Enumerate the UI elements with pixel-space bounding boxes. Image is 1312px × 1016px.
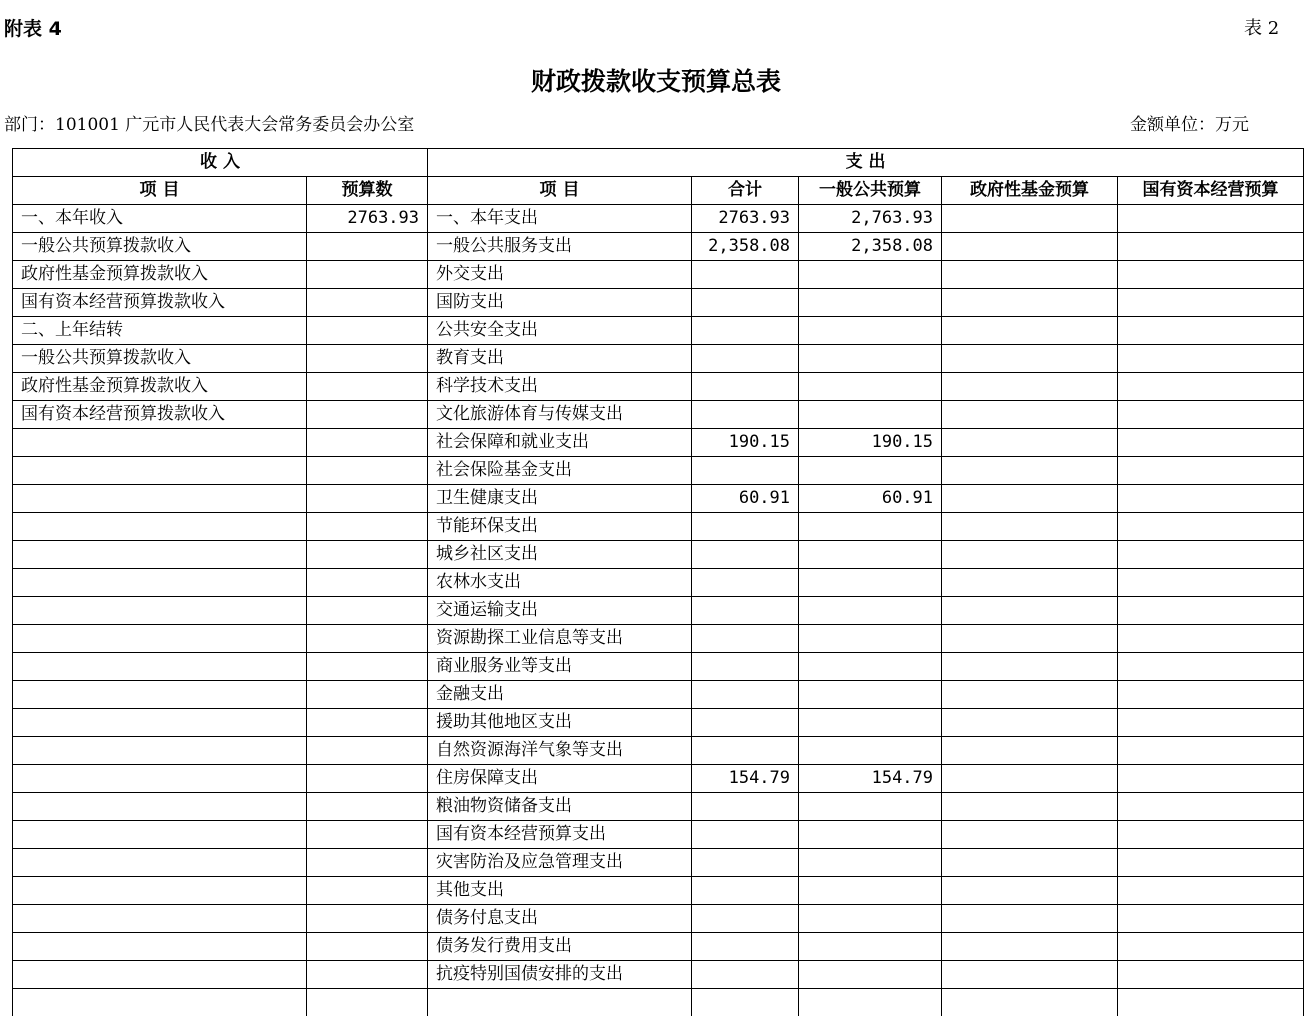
expense-item-cell: 国有资本经营预算支出 bbox=[428, 821, 692, 849]
income-item-cell bbox=[13, 933, 307, 961]
income-budget-cell bbox=[307, 625, 428, 653]
income-budget-cell bbox=[307, 821, 428, 849]
state-capital-budget-cell bbox=[1118, 317, 1304, 345]
total-cell: 60.91 bbox=[692, 485, 799, 513]
total-cell bbox=[692, 513, 799, 541]
gov-fund-budget-cell bbox=[942, 513, 1118, 541]
header-row-groups bbox=[13, 149, 1304, 177]
state-capital-budget-cell bbox=[1118, 569, 1304, 597]
expense-item-cell: 教育支出 bbox=[428, 345, 692, 373]
total-cell bbox=[692, 569, 799, 597]
table-row bbox=[13, 849, 1304, 877]
gov-fund-budget-cell bbox=[942, 373, 1118, 401]
income-item-cell bbox=[13, 653, 307, 681]
total-cell: 154.79 bbox=[692, 765, 799, 793]
income-budget-cell bbox=[307, 877, 428, 905]
income-item-cell bbox=[13, 569, 307, 597]
gov-fund-budget-cell bbox=[942, 541, 1118, 569]
gov-fund-budget-cell bbox=[942, 709, 1118, 737]
total-cell: 2,358.08 bbox=[692, 233, 799, 261]
expense-item-cell: 资源勘探工业信息等支出 bbox=[428, 625, 692, 653]
general-budget-cell bbox=[799, 541, 942, 569]
general-budget-cell: 190.15 bbox=[799, 429, 942, 457]
state-capital-budget-cell bbox=[1118, 765, 1304, 793]
total-cell bbox=[692, 877, 799, 905]
expense-item-cell: 援助其他地区支出 bbox=[428, 709, 692, 737]
general-budget-cell bbox=[799, 933, 942, 961]
total-cell bbox=[692, 289, 799, 317]
general-budget-cell bbox=[799, 793, 942, 821]
state-capital-budget-cell bbox=[1118, 709, 1304, 737]
general-budget-cell bbox=[799, 849, 942, 877]
income-budget-cell bbox=[307, 317, 428, 345]
total-cell bbox=[692, 681, 799, 709]
expense-item-cell: 商业服务业等支出 bbox=[428, 653, 692, 681]
table-row bbox=[13, 289, 1304, 317]
income-budget-cell bbox=[307, 457, 428, 485]
table-row bbox=[13, 737, 1304, 765]
general-budget-cell bbox=[799, 513, 942, 541]
income-budget-cell bbox=[307, 513, 428, 541]
table-row bbox=[13, 541, 1304, 569]
total-cell bbox=[692, 653, 799, 681]
total-cell: 190.15 bbox=[692, 429, 799, 457]
total-cell bbox=[692, 261, 799, 289]
gov-fund-budget-cell bbox=[942, 289, 1118, 317]
state-capital-budget-cell bbox=[1118, 737, 1304, 765]
gov-fund-budget-cell bbox=[942, 793, 1118, 821]
total-cell bbox=[692, 849, 799, 877]
income-budget-cell bbox=[307, 793, 428, 821]
income-item-cell bbox=[13, 457, 307, 485]
total-cell bbox=[692, 597, 799, 625]
income-item-cell bbox=[13, 821, 307, 849]
income-item-cell bbox=[13, 625, 307, 653]
state-capital-budget-cell bbox=[1118, 261, 1304, 289]
general-budget-cell bbox=[799, 597, 942, 625]
state-capital-budget-cell bbox=[1118, 821, 1304, 849]
total-cell bbox=[692, 401, 799, 429]
table-row bbox=[13, 625, 1304, 653]
general-budget-cell bbox=[799, 905, 942, 933]
gov-fund-budget-cell bbox=[942, 961, 1118, 989]
income-item-cell bbox=[13, 765, 307, 793]
budget-table bbox=[12, 148, 1304, 1016]
expense-item-cell: 卫生健康支出 bbox=[428, 485, 692, 513]
gov-fund-budget-cell bbox=[942, 233, 1118, 261]
state-capital-budget-cell bbox=[1118, 233, 1304, 261]
total-cell bbox=[692, 373, 799, 401]
general-budget-cell bbox=[799, 653, 942, 681]
expense-item-cell: 抗疫特别国债安排的支出 bbox=[428, 961, 692, 989]
general-budget-cell bbox=[799, 373, 942, 401]
expense-item-cell: 交通运输支出 bbox=[428, 597, 692, 625]
table-row bbox=[13, 765, 1304, 793]
general-budget-cell: 2,358.08 bbox=[799, 233, 942, 261]
income-item-cell bbox=[13, 905, 307, 933]
gov-fund-budget-cell bbox=[942, 877, 1118, 905]
income-budget-cell bbox=[307, 765, 428, 793]
expense-item-cell: 债务付息支出 bbox=[428, 905, 692, 933]
expense-item-cell: 粮油物资储备支出 bbox=[428, 793, 692, 821]
expense-item-cell: 其他支出 bbox=[428, 877, 692, 905]
gov-fund-budget-cell bbox=[942, 485, 1118, 513]
gov-fund-budget-cell bbox=[942, 261, 1118, 289]
total-cell: 2763.93 bbox=[692, 205, 799, 233]
expense-item-cell: 外交支出 bbox=[428, 261, 692, 289]
expense-item-cell: 城乡社区支出 bbox=[428, 541, 692, 569]
table-row bbox=[13, 821, 1304, 849]
total-header: 合计 bbox=[692, 177, 799, 205]
income-item-cell bbox=[13, 989, 307, 1016]
income-item-header: 项 目 bbox=[13, 177, 307, 205]
income-item-cell bbox=[13, 709, 307, 737]
table-row bbox=[13, 905, 1304, 933]
state-capital-budget-cell bbox=[1118, 289, 1304, 317]
gov-fund-budget-cell bbox=[942, 737, 1118, 765]
expense-item-cell: 社会保障和就业支出 bbox=[428, 429, 692, 457]
expense-item-cell: 社会保险基金支出 bbox=[428, 457, 692, 485]
income-item-cell bbox=[13, 737, 307, 765]
table-row bbox=[13, 205, 1304, 233]
income-budget-cell bbox=[307, 905, 428, 933]
total-cell bbox=[692, 625, 799, 653]
table-row bbox=[13, 597, 1304, 625]
state-capital-budget-cell bbox=[1118, 961, 1304, 989]
income-budget-cell bbox=[307, 345, 428, 373]
total-cell bbox=[692, 737, 799, 765]
income-group-header: 收 入 bbox=[13, 149, 428, 177]
gov-fund-budget-cell bbox=[942, 345, 1118, 373]
total-cell bbox=[692, 989, 799, 1016]
state-capital-budget-header: 国有资本经营预算 bbox=[1118, 177, 1304, 205]
gov-fund-budget-header: 政府性基金预算 bbox=[942, 177, 1118, 205]
income-item-cell bbox=[13, 961, 307, 989]
state-capital-budget-cell bbox=[1118, 345, 1304, 373]
state-capital-budget-cell bbox=[1118, 793, 1304, 821]
general-budget-cell bbox=[799, 261, 942, 289]
gov-fund-budget-cell bbox=[942, 457, 1118, 485]
expense-item-cell bbox=[428, 989, 692, 1016]
total-cell bbox=[692, 317, 799, 345]
expense-item-cell: 国防支出 bbox=[428, 289, 692, 317]
table-row bbox=[13, 345, 1304, 373]
expense-item-cell: 自然资源海洋气象等支出 bbox=[428, 737, 692, 765]
income-budget-cell bbox=[307, 485, 428, 513]
income-budget-cell bbox=[307, 849, 428, 877]
table-row bbox=[13, 401, 1304, 429]
income-item-cell bbox=[13, 681, 307, 709]
gov-fund-budget-cell bbox=[942, 597, 1118, 625]
state-capital-budget-cell bbox=[1118, 597, 1304, 625]
total-cell bbox=[692, 345, 799, 373]
gov-fund-budget-cell bbox=[942, 821, 1118, 849]
gov-fund-budget-cell bbox=[942, 205, 1118, 233]
state-capital-budget-cell bbox=[1118, 429, 1304, 457]
table-row bbox=[13, 989, 1304, 1016]
general-budget-cell bbox=[799, 401, 942, 429]
total-cell bbox=[692, 793, 799, 821]
income-item-cell: 政府性基金预算拨款收入 bbox=[13, 373, 307, 401]
gov-fund-budget-cell bbox=[942, 849, 1118, 877]
general-budget-cell: 154.79 bbox=[799, 765, 942, 793]
table-row bbox=[13, 709, 1304, 737]
general-budget-header: 一般公共预算 bbox=[799, 177, 942, 205]
income-item-cell: 一、本年收入 bbox=[13, 205, 307, 233]
gov-fund-budget-cell bbox=[942, 653, 1118, 681]
state-capital-budget-cell bbox=[1118, 933, 1304, 961]
state-capital-budget-cell bbox=[1118, 653, 1304, 681]
income-item-cell bbox=[13, 429, 307, 457]
gov-fund-budget-cell bbox=[942, 569, 1118, 597]
table-row bbox=[13, 933, 1304, 961]
page-title: 财政拨款收支预算总表 bbox=[0, 62, 1312, 98]
state-capital-budget-cell bbox=[1118, 401, 1304, 429]
total-cell bbox=[692, 541, 799, 569]
income-item-cell: 国有资本经营预算拨款收入 bbox=[13, 401, 307, 429]
income-item-cell bbox=[13, 849, 307, 877]
income-item-cell bbox=[13, 793, 307, 821]
state-capital-budget-cell bbox=[1118, 681, 1304, 709]
general-budget-cell bbox=[799, 317, 942, 345]
expense-item-cell: 住房保障支出 bbox=[428, 765, 692, 793]
general-budget-cell: 60.91 bbox=[799, 485, 942, 513]
expense-item-cell: 节能环保支出 bbox=[428, 513, 692, 541]
gov-fund-budget-cell bbox=[942, 625, 1118, 653]
expense-item-header: 项 目 bbox=[428, 177, 692, 205]
table-row bbox=[13, 653, 1304, 681]
table-row bbox=[13, 373, 1304, 401]
total-cell bbox=[692, 905, 799, 933]
expense-item-cell: 文化旅游体育与传媒支出 bbox=[428, 401, 692, 429]
general-budget-cell bbox=[799, 737, 942, 765]
state-capital-budget-cell bbox=[1118, 513, 1304, 541]
table-row bbox=[13, 233, 1304, 261]
expense-item-cell: 一般公共服务支出 bbox=[428, 233, 692, 261]
income-budget-cell bbox=[307, 709, 428, 737]
expense-item-cell: 科学技术支出 bbox=[428, 373, 692, 401]
table-row bbox=[13, 793, 1304, 821]
general-budget-cell bbox=[799, 877, 942, 905]
income-budget-cell bbox=[307, 989, 428, 1016]
income-item-cell: 一般公共预算拨款收入 bbox=[13, 233, 307, 261]
expense-item-cell: 金融支出 bbox=[428, 681, 692, 709]
state-capital-budget-cell bbox=[1118, 849, 1304, 877]
income-budget-cell bbox=[307, 961, 428, 989]
income-budget-cell bbox=[307, 233, 428, 261]
gov-fund-budget-cell bbox=[942, 765, 1118, 793]
table-row bbox=[13, 429, 1304, 457]
state-capital-budget-cell bbox=[1118, 989, 1304, 1016]
income-budget-cell bbox=[307, 933, 428, 961]
total-cell bbox=[692, 933, 799, 961]
gov-fund-budget-cell bbox=[942, 989, 1118, 1016]
income-budget-cell bbox=[307, 373, 428, 401]
header-row-columns bbox=[13, 177, 1304, 205]
state-capital-budget-cell bbox=[1118, 877, 1304, 905]
income-budget-cell bbox=[307, 401, 428, 429]
state-capital-budget-cell bbox=[1118, 205, 1304, 233]
income-budget-header: 预算数 bbox=[307, 177, 428, 205]
state-capital-budget-cell bbox=[1118, 457, 1304, 485]
income-item-cell: 二、上年结转 bbox=[13, 317, 307, 345]
gov-fund-budget-cell bbox=[942, 681, 1118, 709]
income-item-cell bbox=[13, 485, 307, 513]
general-budget-cell bbox=[799, 569, 942, 597]
table-row bbox=[13, 569, 1304, 597]
table-row bbox=[13, 457, 1304, 485]
expense-group-header: 支 出 bbox=[428, 149, 1304, 177]
income-budget-cell bbox=[307, 569, 428, 597]
income-budget-cell bbox=[307, 541, 428, 569]
general-budget-cell bbox=[799, 345, 942, 373]
expense-item-cell: 债务发行费用支出 bbox=[428, 933, 692, 961]
expense-item-cell: 公共安全支出 bbox=[428, 317, 692, 345]
state-capital-budget-cell bbox=[1118, 485, 1304, 513]
total-cell bbox=[692, 821, 799, 849]
attachment-label: 附表 4 bbox=[4, 14, 62, 41]
general-budget-cell: 2,763.93 bbox=[799, 205, 942, 233]
general-budget-cell bbox=[799, 457, 942, 485]
state-capital-budget-cell bbox=[1118, 541, 1304, 569]
table-row bbox=[13, 261, 1304, 289]
total-cell bbox=[692, 961, 799, 989]
income-item-cell: 一般公共预算拨款收入 bbox=[13, 345, 307, 373]
table-row bbox=[13, 485, 1304, 513]
table-row bbox=[13, 961, 1304, 989]
expense-item-cell: 农林水支出 bbox=[428, 569, 692, 597]
table-row bbox=[13, 681, 1304, 709]
income-budget-cell bbox=[307, 597, 428, 625]
table-row bbox=[13, 877, 1304, 905]
state-capital-budget-cell bbox=[1118, 625, 1304, 653]
gov-fund-budget-cell bbox=[942, 933, 1118, 961]
general-budget-cell bbox=[799, 289, 942, 317]
income-budget-cell bbox=[307, 653, 428, 681]
income-item-cell bbox=[13, 597, 307, 625]
income-budget-cell bbox=[307, 429, 428, 457]
general-budget-cell bbox=[799, 961, 942, 989]
expense-item-cell: 灾害防治及应急管理支出 bbox=[428, 849, 692, 877]
general-budget-cell bbox=[799, 625, 942, 653]
table-number: 表 2 bbox=[1244, 14, 1279, 40]
state-capital-budget-cell bbox=[1118, 905, 1304, 933]
table-row bbox=[13, 513, 1304, 541]
gov-fund-budget-cell bbox=[942, 401, 1118, 429]
income-budget-cell bbox=[307, 289, 428, 317]
total-cell bbox=[692, 457, 799, 485]
expense-item-cell: 一、本年支出 bbox=[428, 205, 692, 233]
income-budget-cell bbox=[307, 681, 428, 709]
general-budget-cell bbox=[799, 821, 942, 849]
income-item-cell bbox=[13, 877, 307, 905]
income-item-cell bbox=[13, 513, 307, 541]
income-item-cell bbox=[13, 541, 307, 569]
income-item-cell: 政府性基金预算拨款收入 bbox=[13, 261, 307, 289]
general-budget-cell bbox=[799, 989, 942, 1016]
income-budget-cell: 2763.93 bbox=[307, 205, 428, 233]
gov-fund-budget-cell bbox=[942, 905, 1118, 933]
gov-fund-budget-cell bbox=[942, 429, 1118, 457]
department-label: 部门：101001 广元市人民代表大会常务委员会办公室 bbox=[4, 110, 414, 135]
general-budget-cell bbox=[799, 709, 942, 737]
state-capital-budget-cell bbox=[1118, 373, 1304, 401]
amount-unit-label: 金额单位：万元 bbox=[1130, 110, 1249, 135]
table-row bbox=[13, 317, 1304, 345]
gov-fund-budget-cell bbox=[942, 317, 1118, 345]
income-budget-cell bbox=[307, 737, 428, 765]
income-item-cell: 国有资本经营预算拨款收入 bbox=[13, 289, 307, 317]
income-budget-cell bbox=[307, 261, 428, 289]
general-budget-cell bbox=[799, 681, 942, 709]
total-cell bbox=[692, 709, 799, 737]
